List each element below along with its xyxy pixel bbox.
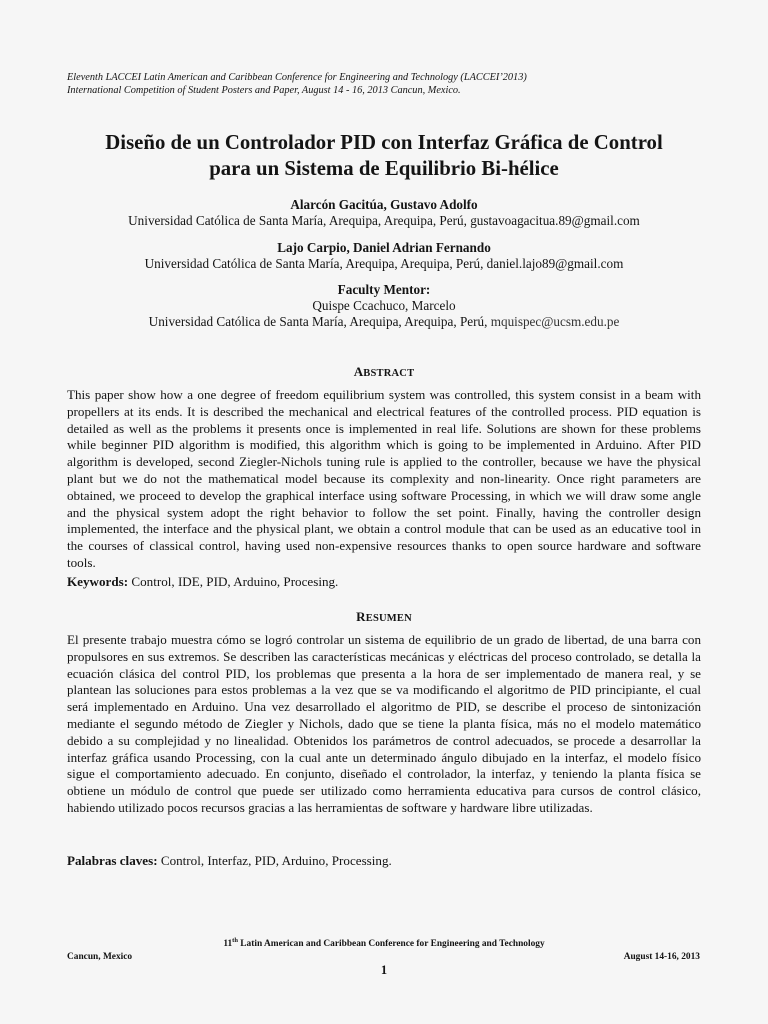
keywords-list: Control, IDE, PID, Arduino, Procesing. <box>131 574 339 589</box>
footer-conf-name: Latin American and Caribbean Conference for Engineering and Technology <box>240 939 545 950</box>
author-name: Alarcón Gacitúa, Gustavo Adolfo <box>290 197 478 212</box>
footer-conference <box>40 937 728 949</box>
palabras-claves-line <box>67 853 701 869</box>
author-2 <box>40 240 728 272</box>
mentor-name: Quispe Ccachuco, Marcelo <box>312 298 456 313</box>
abstract-heading: ABSTRACT <box>353 364 415 379</box>
faculty-mentor <box>40 282 728 330</box>
palabras-claves-list: Control, Interfaz, PID, Arduino, Processing. <box>160 853 392 868</box>
author-1 <box>40 197 728 229</box>
title-line-1: Diseño de un Controlador PID con Interfaz Gráfica de Control <box>105 131 663 154</box>
footer-location: Cancun, Mexico <box>67 952 133 962</box>
mentor-email: mquispec@ucsm.edu.pe <box>490 314 620 329</box>
resumen-heading: RESUMEN <box>356 609 412 624</box>
mentor-affiliation-line <box>40 314 728 330</box>
author-affiliation: Universidad Católica de Santa María, Arequipa, Arequipa, Perú, daniel.lajo89@gmail.com <box>144 256 624 271</box>
resumen-body: El presente trabajo muestra cómo se logró controlar un sistema de equilibrio de un grado de libertad, de una barra con propulsores en sus extremos. Se describen las características mecánicas y eléctricas del proceso controlado, se detalla la ecuación clásica del control PID, los problemas que presenta a la hora de ser implementado de manera real, y se plantean las soluciones para estos problemas a la vez que se va modificando el algoritmo de PID principiante, el cual será implementado en Arduino. Una vez desarrollado el algoritmo de PID, se describe el proceso de sintonización mediante el segundo método de Ziegler y Nichols, dado que se tiene la planta física, más no el modelo matemático debido a su complejidad y no linealidad. Obtenidos los parámetros de control adecuados, se procede a desarrollar la interfaz gráfica usando Processing, con la cual ante un determinado ángulo dibujado en la interfaz, el modelo físico sigue el comportamiento adecuado. En conjunto, diseñado el controlador, la interfaz, y teniendo la planta física se obtiene un módulo de control que puede ser utilizado como herramienta educativa para cursos de control clásico, habiendo utilizado pocos recursos gracias a las herramientas de software y hardware libre utilizadas. <box>67 632 701 815</box>
keywords-line <box>67 574 701 590</box>
header-line-1: Eleventh LACCEI Latin American and Caribbean Conference for Engineering and Technology (LACCEI’2013) <box>67 72 527 83</box>
author-name: Lajo Carpio, Daniel Adrian Fernando <box>277 240 491 255</box>
conference-header <box>67 71 707 97</box>
palabras-claves-label: Palabras claves: <box>67 853 158 868</box>
page-number: 1 <box>380 963 388 977</box>
footer-conf-number: 11 <box>223 939 233 950</box>
paper-title <box>40 130 728 182</box>
mentor-affiliation: Universidad Católica de Santa María, Arequipa, Arequipa, Perú, <box>148 314 488 329</box>
mentor-heading: Faculty Mentor: <box>337 282 431 297</box>
header-line-2: International Competition of Student Posters and Paper, August 14 - 16, 2013 Cancun, Mexico. <box>67 85 461 96</box>
author-affiliation: Universidad Católica de Santa María, Arequipa, Arequipa, Perú, gustavoagacitua.89@gmail.com <box>128 213 640 228</box>
title-line-2: para un Sistema de Equilibrio Bi-hélice <box>209 157 559 180</box>
footer-dates: August 14-16, 2013 <box>623 952 700 962</box>
footer-conf-sup: th <box>232 937 238 944</box>
keywords-label: Keywords: <box>67 574 129 589</box>
abstract-body: This paper show how a one degree of freedom equilibrium system was controlled, this system consist in a beam with propellers at its ends. It is described the mechanical and electrical features of the controlled process. PID equation is detailed as well as the problems it presents once is implemented in real life. Solutions are shown for these problems while beginner PID algorithm is modified, this algorithm which is going to be implemented in Arduino. After PID algorithm is developed, second Ziegler-Nichols tuning rule is applied to the controller, because we have the physical plant but we do not the mathematical model because its complexity and non-linearity. Once right parameters are obtained, we proceed to develop the graphical interface using software Processing, in which we will draw some angle and the physical system adopt the right behavior to follow the set point. Finally, having the controller design implemented, the interface and the physical plant, we obtain a control module that can be used as an educative tool in the courses of classical control, having used non-expensive resources thanks to open source hardware and software tools. <box>67 387 701 570</box>
